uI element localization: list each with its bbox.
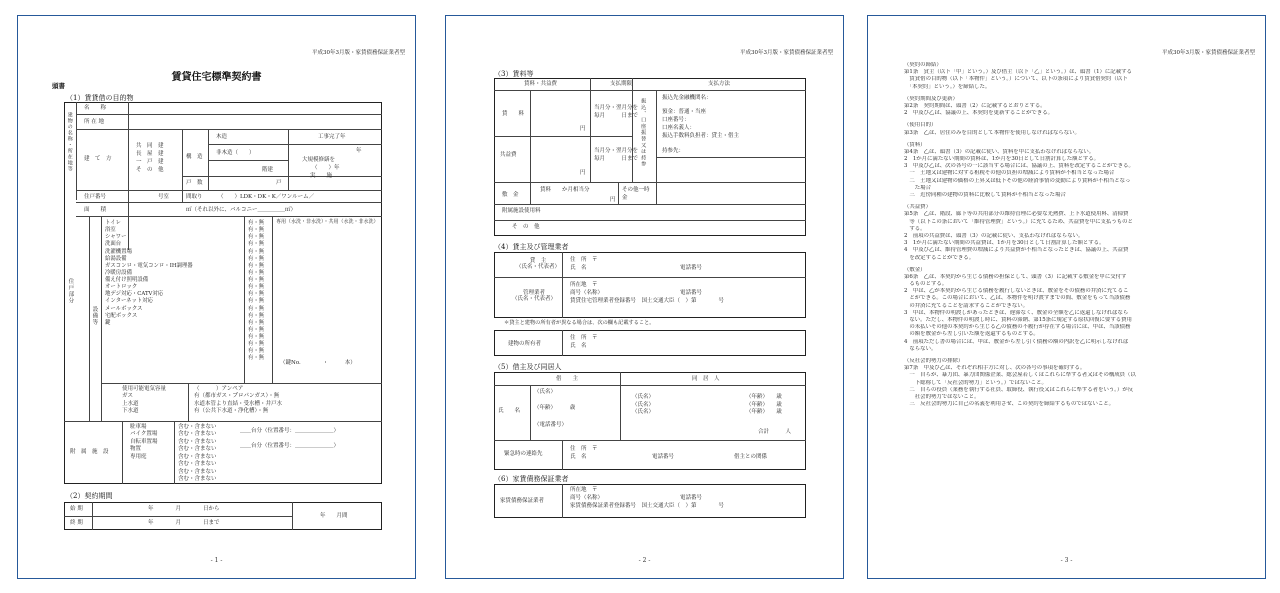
article-line: 「本契約」という。）を締結した。 — [904, 83, 991, 90]
cohabitant-ages: （年齢） 歳 （年齢） 歳 （年齢） 歳 — [746, 394, 782, 416]
article-line: 第6条 乙は、本契約から生じる債務の担保として、頭書（3）に記載する敷金を甲に交付す — [904, 273, 1127, 280]
article-line: 三 近傍同種の建物の賃料に比較して賃料が不相当となった場合 — [904, 192, 1066, 198]
completion-label: 工事完了年 — [318, 134, 346, 140]
article-line: 等（以下この条において「維持管理費」という。）に充てるため、共益費を甲に支払うものと — [904, 218, 1133, 225]
page-number: - 2 - — [638, 557, 651, 564]
section-3-heading: （3）賃料等 — [494, 70, 534, 78]
contract-title: 賃貸住宅標準契約書 — [171, 72, 262, 83]
method-header: 支払方法 — [708, 81, 731, 87]
room-no-label: 住戸番号 — [84, 194, 107, 200]
section-1-heading: （1）賃貸借の目的物 — [66, 94, 134, 102]
rent-yen: 円 — [580, 126, 586, 132]
equipment-list: トイレ 浴室 シャワー 洗面台 洗濯機置場 給湯設備 ガスコンロ・電気コンロ・IH調理器 冷暖房設備 備え付け照明設備 オートロック 地デジ対応・CATV対応 インターネット対応 メールボックス 宅配ボックス 鍵 — [105, 220, 193, 326]
other-fee-label: そ の 他 — [512, 224, 540, 230]
start-label: 始 期 — [70, 506, 83, 512]
article-line: 賃貸借の目的物（以下「本物件」という。）について、以下の条項により賃貸借契約（以下 — [904, 76, 1128, 83]
utilities-list: 使用可能電気容量 ガス 上水道 下水道 — [122, 386, 167, 415]
tenant-name-label: 氏 名 — [498, 408, 521, 414]
section-2-heading: （2）契約期間 — [66, 492, 113, 500]
emergency-relation: 借主との関係 — [734, 454, 768, 460]
building-vertical-label: 建物の名称・所在地等 — [66, 112, 73, 172]
article-line: （敷金） — [904, 266, 926, 273]
madori-label: 間取り — [186, 194, 203, 200]
equipment-vertical-label: 設備等 — [91, 306, 98, 326]
facilities-label: 附 属 施 設 — [70, 449, 109, 455]
rent-label: 賃 料 — [502, 111, 525, 117]
units-label: 戸 数 — [186, 180, 203, 186]
section-6-heading: （6）家賃債務保証業者 — [494, 475, 569, 483]
article-line: 3 1か月に満たない期間の共益費は、1か月を30日として日割計算した額とする。 — [904, 240, 1105, 247]
area-label: 面 積 — [84, 207, 107, 213]
article-line: 第5条 乙は、階段、廊下等の共用部分の維持管理に必要な光熱費、上下水道使用料、清掃費 — [904, 211, 1129, 218]
article-line: ない。ただし、本物件の明渡し時に、賃料の滞納、第15条に規定する原状回復に要する費用 — [904, 317, 1132, 323]
emergency-contact-tel: 電話番号 — [652, 454, 675, 460]
facilities-count: ＿＿台分（位置番号：＿＿＿＿＿＿＿） ＿＿台分（位置番号：＿＿＿＿＿＿＿） — [240, 428, 340, 449]
end-date: 年 月 日まで — [148, 520, 220, 526]
article-line: 3 甲及び乙は、次の各号の一に該当する場合には、協議の上、賃料を改定することができる。 — [904, 163, 1134, 170]
section-4-heading: （4）貸主及び管理業者 — [494, 243, 569, 251]
tenant-header: 借 主 — [556, 376, 579, 382]
area-value: ㎡（それ以外に、バルコニー＿＿＿＿＿㎡） — [186, 207, 297, 213]
edition-label: 平成30年3月版・家賃債務保証業者型 — [312, 50, 405, 56]
article-line: （使用目的） — [904, 122, 937, 129]
units-suffix: 戸 — [276, 180, 282, 186]
article-line: 2 1か月に満たない期間の賃料は、1か月を30日として日割計算した額とする。 — [904, 156, 1100, 163]
owner-label: 建物の所有者 — [508, 341, 542, 347]
facilities-list: 駐車場 バイク置場 自転車置場 物置 専用庭 — [130, 424, 158, 460]
article-line: 二 自らの役員（業務を執行する社員、取締役、執行役又はこれらに準ずる者をいう。）が反 — [904, 386, 1134, 393]
article-line: 2 甲及び乙は、協議の上、本契約を更新することができる。 — [904, 110, 1053, 117]
contract-page-1 — [17, 15, 416, 579]
article-line: 3 甲は、本物件の明渡しがあったときは、遅滞なく、敷金の全額を乙に返還しなければなら — [904, 309, 1129, 316]
term-months: 年 月間 — [320, 513, 348, 519]
cohabitant-header: 同 居 人 — [692, 376, 720, 382]
style-label: 建 て 方 — [84, 156, 112, 162]
article-line: 一 自らが、暴力団、暴力団関係企業、総会屋若しくはこれらに準ずる者又はその構成員（以 — [904, 372, 1136, 379]
start-date: 年 月 日から — [148, 506, 220, 512]
article-line: （契約期間及び更新） — [904, 95, 958, 102]
article-line: の額を敷金から差し引いた額を返還するものとする。 — [904, 331, 1039, 338]
article-line: を改定することができる。 — [904, 254, 975, 261]
completion-year: 年 — [356, 148, 362, 154]
article-line: 2 甲は、乙が本契約から生じる債務を履行しないときは、敷金をその債務の弁済に充てるこ — [904, 288, 1129, 295]
article-line: 社会的勢力ではないこと。 — [904, 393, 980, 400]
floors-suffix: 階建 — [262, 167, 274, 173]
due-header: 支払期限 — [610, 81, 633, 87]
landlord-fields: 住 所 〒 氏 名 — [570, 257, 598, 272]
structure-label: 構 造 — [186, 154, 203, 160]
address-label: 所 在 地 — [84, 119, 104, 125]
owner-fields: 住 所 〒 氏 名 — [570, 335, 598, 350]
reform-note: 大規模修繕を （ ）年 実 施 — [302, 157, 340, 179]
article-line: 2 前項の共益費は、頭書（3）の記載に従い、支払わなければならない。 — [904, 232, 1084, 239]
utilities-values: （ ）アンペア 有（都市ガス・プロパンガス）・無 水道本管より直結・受水槽・井戸水 有（公共下水道・浄化槽）・無 — [194, 386, 283, 415]
payment-method: 振込、口座振替又は持参 — [639, 98, 646, 168]
common-fee-label: 共益費 — [500, 152, 517, 158]
manager-label: 管理業者 （氏名・代表者） — [512, 290, 557, 303]
article-line: 一 土地又は建物に対する租税その他の負担の増減により賃料が不相当となった場合 — [904, 170, 1115, 177]
room-no-suffix: 号室 — [158, 194, 170, 200]
guarantor-tel: 電話番号 — [680, 495, 703, 501]
cohabitant-total: 合計 人 — [758, 429, 792, 435]
article-line: 第7条 甲及び乙は、それぞれ相手方に対し、次の各号の事項を確約する。 — [904, 365, 1086, 372]
edition-label: 平成30年3月版・家賃債務保証業者型 — [1162, 50, 1255, 56]
edition-label: 平成30年3月版・家賃債務保証業者型 — [740, 50, 833, 56]
facilities-included: 含む・含まない 含む・含まない 含む・含まない 含む・含まない 含む・含まない 含む・含まない 含む・含まない 含む・含まない — [178, 424, 217, 482]
article-line: 第4条 乙は、頭書（3）の記載に従い、賃料を甲に支払わなければならない。 — [904, 148, 1095, 155]
article-line: た場合 — [904, 184, 931, 191]
cohabitant-names: （氏名） （氏名） （氏名） — [632, 394, 655, 416]
article-line: るものとする。 — [904, 281, 948, 288]
page-number: - 1 - — [210, 557, 223, 564]
equipment-availability: 有・無 有・無 有・無 有・無 有・無 有・無 有・無 有・無 有・無 有・無 有・無 有・無 有・無 有・無 有・無 有・無 有・無 有・無 有・無 有・無 — [248, 220, 265, 362]
common-fee-due: 当月分・翌月分を 毎月 日まで — [594, 148, 639, 162]
deposit-other: その他一時金 — [622, 187, 650, 201]
unit-part-vertical-label: 住戸部分 — [67, 278, 74, 304]
structure-wood: 木造 — [216, 134, 228, 140]
guarantor-fields: 所在地 〒 商号（名称） 家賃債務保証業者登録番号 国土交通大臣（ ）第 号 — [570, 487, 725, 509]
tenant-name: （氏名） — [534, 389, 557, 395]
page-number: - 3 - — [1060, 557, 1073, 564]
article-line: 第3条 乙は、居住のみを目的として本物件を使用しなければならない。 — [904, 129, 1080, 136]
name-label: 名 称 — [84, 105, 107, 111]
article-line: する。 — [904, 225, 926, 232]
manager-fields: 所在地 〒 商号（名称） 賃貸住宅管理業者登録番号 国土交通大臣（ ）第 号 — [570, 282, 725, 304]
style-options: 共 同 建 長 屋 建 一 戸 建 そ の 他 — [136, 143, 164, 173]
article-line: 4 甲及び乙は、維持管理費の増減により共益費が不相当となったときは、協議の上、共益費 — [904, 247, 1129, 254]
common-fee-yen: 円 — [580, 170, 586, 176]
article-line: 下総称して「反社会的勢力」という。）ではないこと。 — [904, 379, 1047, 386]
deposit-label: 敷 金 — [502, 192, 519, 198]
article-line: とができる。この場合において、乙は、本物件を明け渡すまでの間、敷金をもって当該債務 — [904, 295, 1131, 302]
manager-tel: 電話番号 — [680, 290, 703, 296]
contract-page-3 — [867, 15, 1266, 579]
article-line: 二 土地又は建物の価格の上昇又は低下その他の経済事情の変動により賃料が不相当となっ — [904, 177, 1131, 184]
landlord-label: 貸 主 （氏名・代表者） — [516, 258, 561, 271]
landlord-tel: 電話番号 — [680, 265, 703, 271]
key-count: （鍵No. ・ 本） — [280, 360, 356, 366]
rent-due: 当月分・翌月分を 毎月 日まで — [594, 105, 639, 119]
bank-details: 振込先金融機関名： 預金：普通・当座 口座番号： 口座名義人： 振込手数料負担者：貸主・借主 持参先： — [662, 95, 740, 154]
rent-header: 賃料・共益費 — [524, 81, 558, 87]
article-line: 第1条 貸主（以下「甲」という。）及び借主（以下「乙」という。）は、頭書（1）に記載する — [904, 69, 1132, 76]
article-line: の未払いその他の本契約から生じる乙の債務の不履行が存在する場合には、甲は、当該債務 — [904, 324, 1131, 331]
owner-note: ＊貸主と建物の所有者が異なる場合は、次の欄も記載すること。 — [504, 320, 655, 326]
tenant-age: （年齢） 歳 — [534, 405, 576, 411]
madori-value: （ ）LDK・DK・K／ワンルーム／ — [218, 194, 315, 200]
deposit-yen: 円 — [610, 197, 616, 203]
structure-nonwood: 非木造（ ） — [216, 150, 255, 156]
article-line: （共益費） — [904, 204, 931, 211]
guarantor-label: 家賃債務保証業者 — [500, 498, 545, 504]
tenant-phone: （電話番号） — [534, 422, 568, 428]
toilet-type: 専用（水洗・非水洗）・共用（水洗・非水洗） — [276, 219, 379, 225]
article-line: ならない。 — [904, 345, 937, 352]
article-line: （反社会的勢力の排除） — [904, 357, 964, 364]
article-line: の弁済に充てることを請求することができない。 — [904, 302, 1028, 309]
facility-fee-label: 附属施設使用料 — [502, 208, 541, 214]
article-line: 第2条 契約期間は、頭書（2）に記載するとおりとする。 — [904, 102, 1046, 109]
article-line: （契約の締結） — [904, 62, 942, 68]
contract-page-2 — [445, 15, 844, 579]
section-5-heading: （5）借主及び同居人 — [494, 363, 562, 371]
article-line: （賃料） — [904, 141, 926, 148]
emergency-contact-label: 緊急時の連絡先 — [504, 451, 543, 457]
toubu-label: 頭書 — [52, 82, 65, 90]
end-label: 終 期 — [70, 520, 83, 526]
emergency-contact-fields: 住 所 〒 氏 名 — [570, 446, 598, 461]
deposit-value: 賃料 か月相当分 — [540, 187, 590, 193]
article-line: 4 前項ただし書の場合には、甲は、敷金から差し引く債務の額の内訳を乙に明示しなければ — [904, 338, 1129, 345]
article-line: 三 反社会的勢力に自己の名義を利用させ、この契約を締結するものではないこと。 — [904, 401, 1115, 408]
articles-text — [904, 62, 1243, 408]
